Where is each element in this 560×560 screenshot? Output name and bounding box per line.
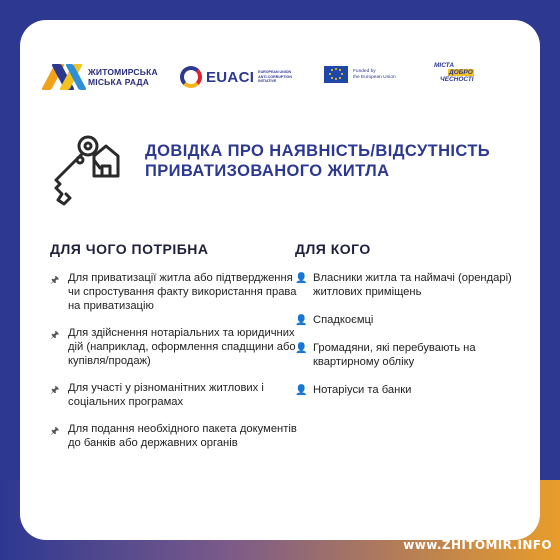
- eu-line2: the European Union: [353, 74, 396, 80]
- eu-funded-logo: [324, 66, 396, 83]
- euaci-ring-icon: [180, 66, 202, 88]
- eu-line1: Funded by: [353, 68, 376, 74]
- zhytomyr-council-logo: [48, 64, 158, 90]
- euaci-word: EUACI: [206, 68, 255, 86]
- zhytomyr-line1: ЖИТОМИРСЬКА: [88, 67, 158, 77]
- mista-line1: МІСТА: [434, 62, 455, 69]
- mista-line2: ДОБРО: [449, 69, 473, 76]
- list-item-text: Для участі у різноманітних житлових і соціальних програмах: [68, 382, 264, 408]
- list-item-text: Для здійснення нотаріальних та юридичних дій (наприклад, оформлення спадщини або купівля/продаж): [68, 327, 296, 367]
- key-house-icon: [42, 130, 122, 210]
- zhytomyr-line2: МІСЬКА РАДА: [88, 77, 150, 87]
- list-item: [50, 271, 298, 313]
- euaci-sub1: EUROPEAN UNION: [258, 70, 292, 75]
- list-item: [295, 341, 525, 369]
- list-item: [295, 383, 525, 397]
- list-item: [50, 381, 298, 409]
- mista-line3: ЧЕСНОСТІ: [440, 76, 474, 83]
- euaci-sub3: INITIATIVE: [258, 79, 277, 84]
- pin-icon: 🖈: [50, 385, 60, 396]
- title-line1: ДОВІДКА ПРО НАЯВНІСТЬ/ВІДСУТНІСТЬ: [145, 142, 491, 160]
- audience-column: [295, 241, 525, 411]
- person-icon: 👤: [295, 273, 308, 284]
- zhytomyr-mark-icon: [48, 64, 82, 90]
- partner-logos: [48, 64, 518, 104]
- site-watermark: www.ZHITOMIR.INFO: [403, 538, 552, 552]
- purpose-column: [50, 241, 298, 463]
- euaci-sub2: ANTI-CORRUPTION: [258, 74, 292, 79]
- list-item: [50, 326, 298, 368]
- person-icon: 👤: [295, 343, 308, 354]
- list-item: [50, 422, 298, 450]
- list-item: [295, 271, 525, 299]
- list-item-text: Нотаріуси та банки: [313, 384, 412, 396]
- pin-icon: 🖈: [50, 330, 60, 341]
- list-item-text: Громадяни, які перебувають на квартирному обліку: [313, 342, 476, 368]
- list-item-text: Для подання необхідного пакета документів до банків або державних органів: [68, 423, 297, 449]
- person-icon: 👤: [295, 385, 308, 396]
- page-title: [145, 141, 505, 181]
- purpose-heading: ДЛЯ ЧОГО ПОТРІБНА: [50, 241, 209, 257]
- eu-flag-icon: [324, 66, 348, 83]
- list-item: [295, 313, 525, 327]
- info-card: [20, 20, 540, 540]
- list-item-text: Спадкоємці: [313, 314, 374, 326]
- pin-icon: 🖈: [50, 426, 60, 437]
- pin-icon: 🖈: [50, 275, 60, 286]
- list-item-text: Власники житла та наймачі (орендарі) житлових приміщень: [313, 272, 512, 298]
- integrity-cities-logo: [434, 62, 490, 84]
- title-line2: ПРИВАТИЗОВАНОГО ЖИТЛА: [145, 162, 390, 180]
- person-icon: 👤: [295, 315, 308, 326]
- audience-heading: ДЛЯ КОГО: [295, 241, 371, 257]
- list-item-text: Для приватизації житла або підтвердження чи спростування факту використання права на приватизацію: [68, 272, 297, 312]
- euaci-logo: [180, 66, 300, 88]
